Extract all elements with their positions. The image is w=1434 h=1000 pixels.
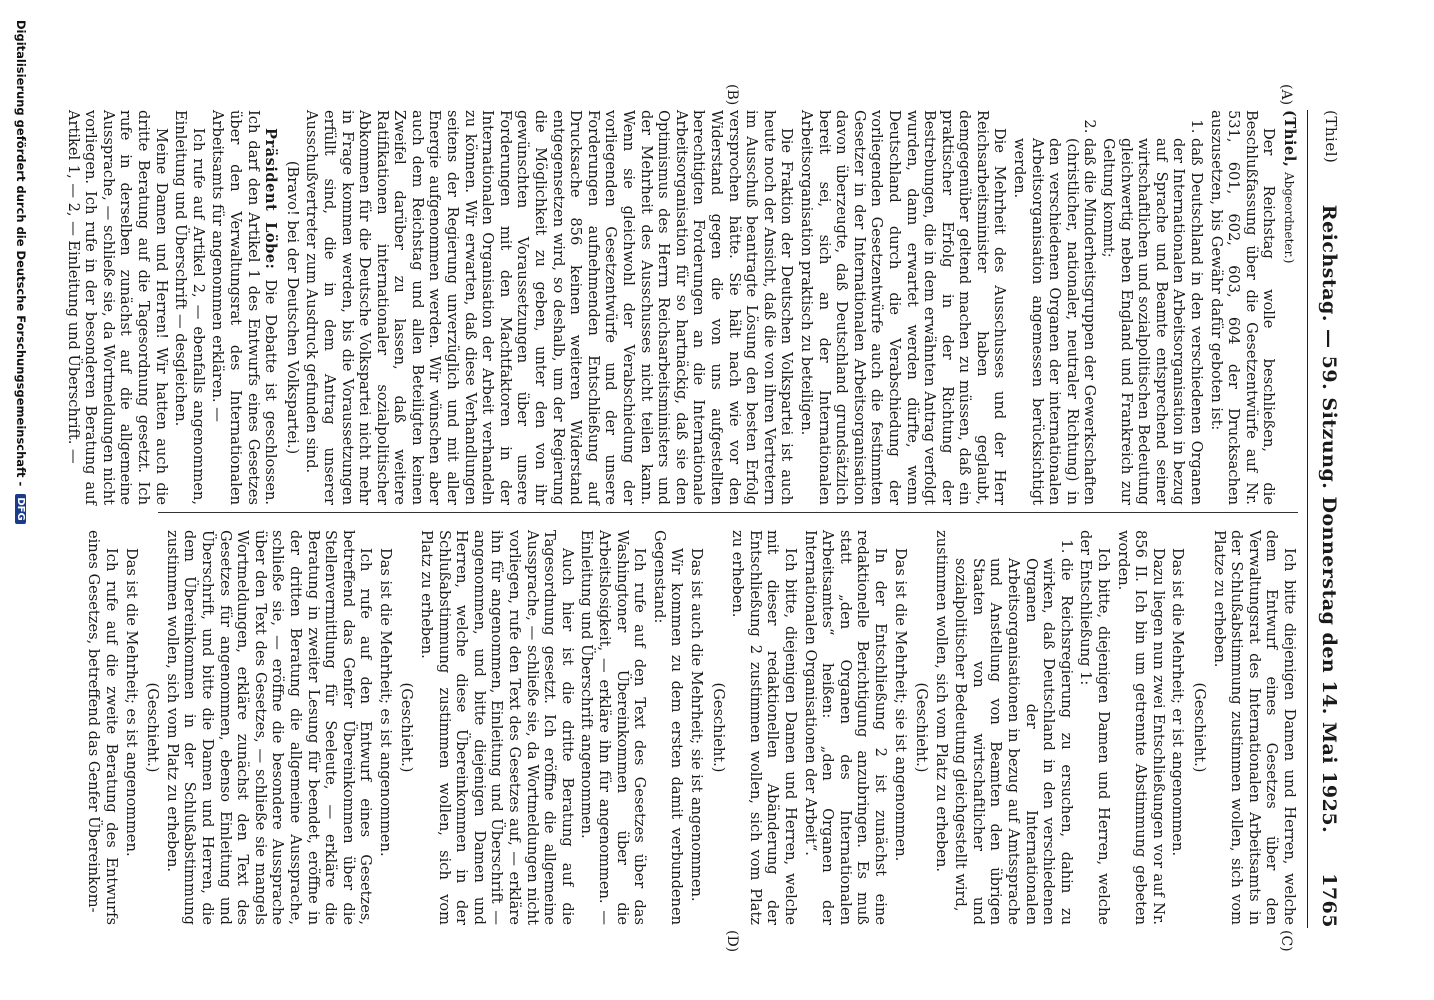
applause-note: (Bravo! bei der Deutschen Volkspartei.) bbox=[283, 160, 301, 455]
speaker-role: Abgeordneter.) bbox=[1282, 171, 1296, 264]
reaction-note: (Geschieht.) bbox=[913, 682, 931, 773]
right-column bbox=[60, 530, 1298, 925]
speaker-line bbox=[1279, 110, 1298, 505]
paragraph: Das ist die Mehrheit; sie ist angenommen. bbox=[891, 548, 909, 862]
paragraph: Das ist auch die Mehrheit; sie ist angenommen. bbox=[688, 548, 705, 902]
demands-list bbox=[1011, 110, 1206, 505]
list-item: 1. die Reichsregierung zu ersuchen, dahin zu wirken, daß Deutschland in den verschiedenen Organen der Internationalen Arbeitsorganisationen in bezug auf Amtssprache und Anstellung von Beamten den übrigen Staaten von wirtschaftlicher und sozialpolitischer Bedeutung gleichgestellt wird, bbox=[952, 558, 1075, 925]
reaction-note: (Geschieht.) bbox=[709, 682, 727, 773]
margin-label-a: (A) bbox=[1278, 84, 1294, 106]
paragraph: Wir kommen zu dem ersten damit verbundenen Gegenstand: bbox=[650, 530, 686, 925]
paragraph: Ich bitte, diejenigen Damen und Herren, welche der Entschließung 1: bbox=[1077, 530, 1113, 925]
paragraph: Ich bitte, diejenigen Damen und Herren, welche mit dieser redaktionellen Abänderung der Entschließung 2 zustimmen wollen, sich vom Platz zu erheben. bbox=[729, 530, 799, 925]
reaction-note: (Geschieht.) bbox=[1191, 682, 1209, 773]
reaction-note: (Geschieht.) bbox=[398, 682, 416, 773]
list-item: 2. daß die Minderheitsgruppen der Gewerkschaften (christlicher, nationaler, neutraler Richtung) in den verschiedenen Organen der internationalen Arbeitsorganisation angemessen berücksichtigt werden. bbox=[1011, 138, 1099, 505]
paragraph: Dazu liegen nun zwei Entschließungen vor auf Nr. 856 II. Ich bin um getrennte Abstimmung gebeten worden. bbox=[1114, 530, 1167, 925]
paragraph: Ich rufe auf Artikel 2, — ebenfalls angenommen, Einleitung und Überschrift — desgleichen. bbox=[172, 110, 207, 505]
list-item: 1. daß Deutschland in den verschiedenen Organen der Internationalen Arbeitsorganisation in bezug auf Sprache und Beamte entsprechend seiner wirtschaftlichen und sozialpolitischen Bedeutung gleichwertig neben England und Frankreich zur Geltung kommt; bbox=[1099, 138, 1205, 505]
paragraph: Ich rufe auf die zweite Beratung des Entwurfs eines Gesetzes, betreffend das Genfer Übereinkom- bbox=[85, 530, 120, 925]
margin-label-c: (C) bbox=[1278, 930, 1294, 952]
paragraph: Ich bitte diejenigen Damen und Herren, welche dem Entwurf eines Gesetzes über den Verwaltungsrat des Internationalen Arbeitsamts in der Schlußabstimmung zustimmen wollen, sich vom Platze zu erheben. bbox=[1210, 530, 1298, 925]
paragraph: Die Debatte ist geschlossen. Ich darf den Artikel 1 des Entwurfs eines Gesetzes über den Verwaltungsrat des Internationalen Arbeitsamts für angenommen erklären. — bbox=[209, 110, 280, 506]
page-header bbox=[1307, 110, 1348, 928]
left-column bbox=[60, 110, 1298, 505]
paragraph: zustimmen wollen, sich vom Platz zu erheben. bbox=[932, 530, 950, 873]
header-left-marker: (Thiel) bbox=[1322, 110, 1340, 164]
digitization-credit bbox=[14, 20, 28, 524]
paragraph: Ich rufe auf den Text des Gesetzes über das Washingtoner Übereinkommen über die Arbeitslosigkeit, — erkläre ihn für angenommen. — Einleitung und Überschrift angenommen. bbox=[578, 530, 649, 925]
paragraph: Ich rufe auf den Entwurf eines Gesetzes, betreffend das Genfer Übereinkommen über die Stellenvermittlung für Seeleute, — erkläre die Beratung in zweiter Lesung für beendet, eröffne in der dritten Beratung die allgemeine Aussprache, schließe sie, — eröffne die besondere Aussprache über den Text des Gesetzes, — schließe sie mangels Wortmeldungen, erkläre zunächst den Text des Gesetzes für angenommen, ebenso Einleitung und Überschrift, und bitte die Damen und Herren, die dem Übereinkommen in der Schlußabstimmung zustimmen wollen, sich vom Platz zu erheben. bbox=[163, 530, 375, 925]
paragraph: Die Mehrheit des Ausschusses und der Herr Reichsarbeitsminister haben geglaubt, demgegenüber geltend machen zu müssen, daß ein praktischer Erfolg in der Richtung der Bestrebungen, die in dem erwähnten Antrag verfolgt wurden, dann erwartet werden dürfte, wenn Deutschland durch die Verabschiedung der vorliegenden Gesetzentwürfe auch die festimmten Gesetzer in der Internationalen Arbeitsorganisation davon überzeugte, daß Deutschland grundsätzlich bereit sei, sich an der Internationalen Arbeitsorganisation praktisch zu beteiligen. bbox=[797, 110, 1009, 505]
margin-label-d: (D) bbox=[724, 930, 740, 953]
column-divider bbox=[158, 512, 1298, 513]
resolution-list bbox=[952, 530, 1075, 925]
president-name: Präsident Löbe: bbox=[262, 128, 280, 270]
paragraph: Das ist die Mehrheit; es ist angenommen. bbox=[376, 548, 394, 857]
credit-text: Digitalisierung gefördert durch die Deutsche Forschungsgemeinschaft - bbox=[14, 20, 28, 487]
paragraph: Der Reichstag wolle beschließen, die Beschlußfassung über die Gesetzentwürfe auf Nr. 531, 601, 602, 603, 604 der Drucksachen auszusetzen, bis Gewähr dafür geboten ist: bbox=[1207, 110, 1278, 505]
reaction-note: (Geschieht.) bbox=[144, 682, 162, 773]
paragraph: Das ist die Mehrheit; er ist angenommen. bbox=[1169, 548, 1187, 857]
paragraph: Das ist die Mehrheit; es ist angenommen. bbox=[122, 548, 140, 857]
paragraph: Auch hier ist die dritte Beratung auf die Tagesordnung gesetzt. Ich eröffne die allgemeine Aussprache, — schließe sie, da Wortmeldungen nicht vorliegen, rufe den Text des Gesetzes auf, — erkläre ihn für angenommen, Einleitung und Überschrift — angenommen, und bitte diejenigen Damen und Herren, welche diese Übereinkommen in der Schlußabstimmung zustimmen wollen, sich vom Platz zu erheben. bbox=[418, 530, 576, 925]
speaker-name: (Thiel, bbox=[1281, 110, 1298, 168]
dfg-logo: DFG bbox=[15, 494, 26, 523]
page-number: 1765 bbox=[1318, 873, 1340, 928]
page-title: Reichstag. — 59. Sitzung. Donnerstag den 14. Mai 1925. bbox=[1318, 204, 1340, 834]
paragraph: Meine Damen und Herren! Wir hatten auch die dritte Beratung auf die Tagesordnung gesetzt. Ich rufe in derselben zunächst auf die allgemeine Aussprache, — schließe sie, da Wortmeldungen nicht vorliegen. Ich rufe in der besonderen Beratung auf Artikel 1, — 2, — Einleitung und Überschrift. — bbox=[64, 110, 170, 505]
paragraph: Die Fraktion der Deutschen Volkspartei ist auch heute noch der Ansicht, daß die von ihren Vertretern im Ausschuß beantragte Lösung den besten Erfolg versprochen hätte. Sie hält nach wie vor den Widerstand gegen die von uns aufgestellten berechtigten Forderungen an die Internationale Arbeitsorganisation für so hartnäckig, daß sie den Optimismus des Herrn Reichsarbeitsministers und der Mehrheit des Ausschusses nicht teilen kann. Wenn sie gleichwohl der Verabschiedung der vorliegenden Gesetzentwürfe und der unsere Forderungen aufnehmenden Entschließung auf Drucksache 856 keinen weiteren Widerstand entgegensetzen wird, so deshalb, um der Regierung die Möglichkeit zu geben, unter den von ihr gewünschten Voraussetzungen über unsere Forderungen mit den Machtfaktoren in der Internationalen Organisation der Arbeit verhandeln zu können. Wir erwarten, daß diese Verhandlungen seitens der Regierung unverzüglich und mit aller Energie aufgenommen werden. Wir wünschen aber auch dem Reichstag und allen Beteiligten keinen Zweifel darüber zu lassen, daß weitere Ratifikationen internationaler sozialpolitischer Abkommen für die Deutsche Volkspartei nicht mehr in Frage kommen werden, bis die Voraussetzungen erfüllt sind, die in dem Antrag unserer Ausschußvertreter zum Ausdruck gefunden sind. bbox=[303, 110, 796, 505]
margin-label-b: (B) bbox=[724, 84, 740, 106]
paragraph: In der Entschließung 2 ist zunächst eine redaktionelle Berichtigung anzubringen. Es muß statt „den Organen des Internationalen Arbeitsamtes“ heißen: „den Organen der Internationalen Organisationen der Arbeit“. bbox=[801, 530, 889, 925]
